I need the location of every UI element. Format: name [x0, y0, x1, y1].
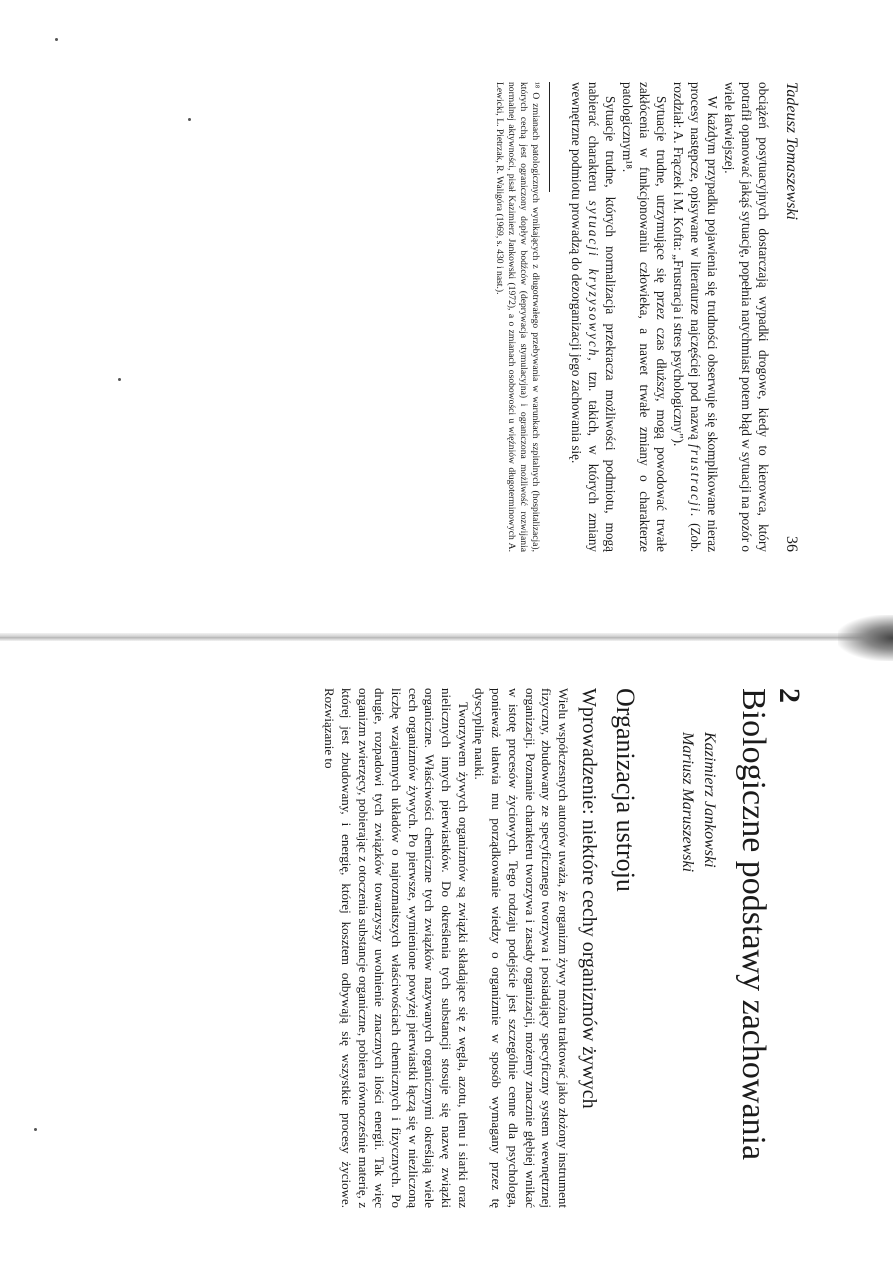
lower-page: [66, 688, 806, 1208]
author-name: Kazimierz Jankowski: [701, 732, 718, 868]
paragraph: [670, 82, 721, 552]
footnote-rule: [549, 82, 550, 192]
paragraph: obciążeń posytuacyjnych dostarczają wypadki drogowe, kiedy to kierowca, który potrafił opanować jakąś sytuację, popełnia natychmiast potem błąd w sytuacji na pozór o wiele łatwiejszej.: [722, 82, 771, 552]
chapter-title: Biologiczne podstawy zachowania: [735, 688, 772, 1161]
running-head: [782, 82, 800, 552]
paragraph-text: tzn. takich, w których zmiany wewnętrzne podmiotu prowadzą do dezorganizacji jego zachowania się.: [569, 82, 601, 553]
chapter-heading: [734, 688, 806, 1208]
paragraph: Tworzywem żywych organizmów są związki składające się z węgla, azotu, tlenu i siarki oraz nielicznych innych pierwiastków. Do określenia tych substancji stosuje się nazwę związki organiczne. Właściwości chemiczne tych związków nazywanych organicznymi określają wiele cech organizmów żywych. Po pierwsze, wymienione powyżej pierwiastki łączą się w niezliczoną liczbę wzajemnych układów o najrozmaitszych właściwościach chemicznych i fizycznych. Po drugie, rozpadowi tych związków towarzyszy uwolnienie znacznych ilości energii. Tak więc organizm zwierzęcy, pobierając z otoczenia substancje organiczne, pobiera równocześnie materię, z której jest zbudowany, i energię, której kosztem odbywają się wszystkie procesy życiowe. Rozwiązanie to: [322, 688, 471, 1208]
scan-speck: [188, 118, 191, 121]
paragraph-text: (Zob. rozdział: A. Frączek i M. Kofta: „Frustracja i stres psychologiczny").: [671, 82, 703, 553]
author-name: Mariusz Maruszewski: [679, 732, 696, 873]
chapter-authors: [676, 732, 720, 1208]
spaced-term: sytuacji kryzysowych,: [586, 200, 601, 363]
scan-page-divider: [0, 633, 893, 641]
section-title: Organizacja ustroju: [611, 688, 640, 892]
footnote: ¹⁸ O zmianach patologicznych wynikających z długotrwałego przebywania w warunkach szpitalnych (hospitalizacja), których cechą jest ograniczony dopływ bodźców (deprywacja stymulacyjna) i ograniczona możliwość rozwijania normalnej aktywności, pisał Kazimierz Jankowski (1972), a o zmianach osobowości u więźniów długoterminowych A. Lewicki, L. Pietrzak, R. Waligóra (1969, s. 430 i nast.).: [494, 82, 541, 552]
upper-page: [480, 82, 800, 552]
scan-speck: [34, 1128, 37, 1131]
page-number: 36: [783, 536, 800, 552]
scan-speck: [55, 38, 58, 41]
paragraph: Sytuacje trudne, utrzymujące się przez czas dłuższy, mogą powodować trwałe zakłócenia w funkcjonowaniu człowieka, a nawet trwałe zmiany o charakterze patologicznym¹⁸.: [620, 82, 669, 552]
scan-speck: [118, 378, 121, 381]
paragraph-text: W każdym przypadku pojawienia się trudności obserwuje się skomplikowane nieraz procesy następcze, opisywane w literaturze najczęściej pod nazwą: [688, 82, 720, 552]
spaced-term: frustracji.: [688, 444, 703, 519]
chapter-number: 2: [773, 688, 806, 703]
paragraph: Wielu współczesnych autorów uważa, że organizm żywy można traktować jako złożony instrument fizyczny, zbudowany ze specyficznego tworzywa i posiadający specyficzny system wewnętrznej organizacji. Poznanie charakteru tworzywa i zasady organizacji, możemy znacznie głębiej wnikać w istotę procesów życiowych. Tego rodzaju podejście jest szczególnie cenne dla psychologa, ponieważ ułatwia mu porządkowanie wiedzy o organizmie w sposób wymagany przez tę dyscyplinę nauki.: [472, 688, 571, 1208]
paragraph: [568, 82, 619, 552]
scan-edge-shadow: [838, 615, 893, 661]
paragraph-text: Sytuacje trudne, których normalizacja przekracza możliwości podmiotu, mogą nabierać charakteru: [586, 82, 618, 552]
running-head-author: Tadeusz Tomaszewski: [783, 82, 800, 220]
subsection-title: Wprowadzenie: niektóre cechy organizmów żywych: [578, 688, 600, 1109]
